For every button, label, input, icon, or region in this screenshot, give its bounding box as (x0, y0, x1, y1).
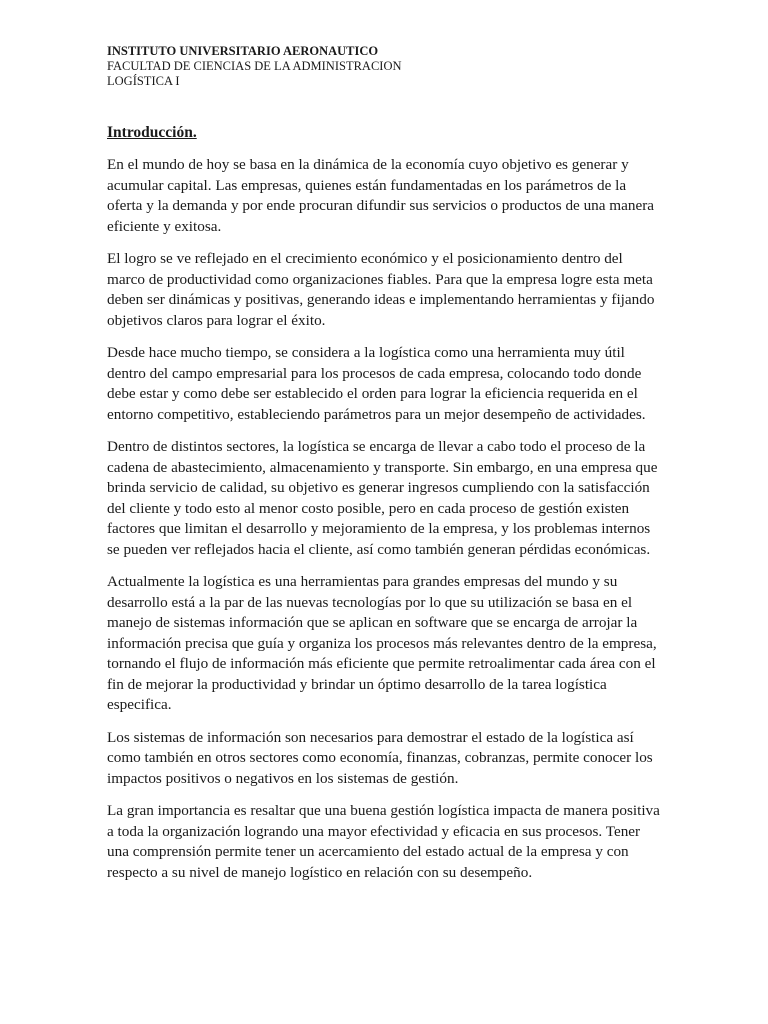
paragraph-7: La gran importancia es resaltar que una buena gestión logística impacta de manera positiva a toda la organización logrando una mayor efectividad y eficacia en sus procesos. Tener una comprensión permite tener un acercamiento del estado actual de la empresa y con respecto a su nivel de manejo logístico en relación con su desempeño. (107, 802, 660, 881)
document-page (107, 44, 663, 895)
course-name: LOGÍSTICA I (107, 74, 180, 88)
paragraph-6: Los sistemas de información son necesarios para demostrar el estado de la logística así como también en otros sectores como economía, finanzas, cobranzas, permite conocer los impactos positivos o negativos en los sistemas de gestión. (107, 728, 653, 787)
paragraph-1: En el mundo de hoy se basa en la dinámica de la economía cuyo objetivo es generar y acumular capital. Las empresas, quienes están fundamentadas en los parámetros de la oferta y la demanda y por ende procuran difundir sus servicios o productos de una manera eficiente y exitosa. (107, 156, 654, 235)
document-header (107, 44, 663, 89)
paragraph-4: Dentro de distintos sectores, la logística se encarga de llevar a cabo todo el proceso de la cadena de abastecimiento, almacenamiento y transporte. Sin embargo, en una empresa que brinda servicio de calidad, su objetivo es generar ingresos cumpliendo con la satisfacción del cliente y todo esto al menor costo posible, pero en cada proceso de gestión existen factores que limitan el desarrollo y mejoramiento de la empresa, y los problemas internos se pueden ver reflejados hacia el cliente, así como también generan pérdidas económicas. (107, 438, 658, 558)
paragraph-2: El logro se ve reflejado en el crecimiento económico y el posicionamiento dentro del marco de productividad como organizaciones fiables. Para que la empresa logre esta meta deben ser dinámicas y positivas, generando ideas e implementando herramientas y fijando objetivos claros para lograr el éxito. (107, 250, 655, 329)
faculty-name: FACULTAD DE CIENCIAS DE LA ADMINISTRACION (107, 59, 402, 73)
section-heading: Introducción. (107, 124, 197, 141)
institution-name: INSTITUTO UNIVERSITARIO AERONAUTICO (107, 44, 379, 58)
paragraph-5: Actualmente la logística es una herramientas para grandes empresas del mundo y su desarrollo está a la par de las nuevas tecnologías por lo que su utilización se basa en el manejo de sistemas información que se aplican en software que se encarga de arrojar la información precisa que guía y organiza los procesos más relevantes dentro de la empresa, tornando el flujo de información más eficiente que permite retroalimentar cada área con el fin de mejorar la productividad y brindar un óptimo desarrollo de la tarea logística especifica. (107, 573, 657, 713)
paragraph-3: Desde hace mucho tiempo, se considera a la logística como una herramienta muy útil dentro del campo empresarial para los procesos de cada empresa, colocando todo donde debe estar y como debe ser establecido el orden para lograr la eficiencia requerida en el entorno competitivo, estableciendo parámetros para un mejor desempeño de actividades. (107, 344, 646, 423)
